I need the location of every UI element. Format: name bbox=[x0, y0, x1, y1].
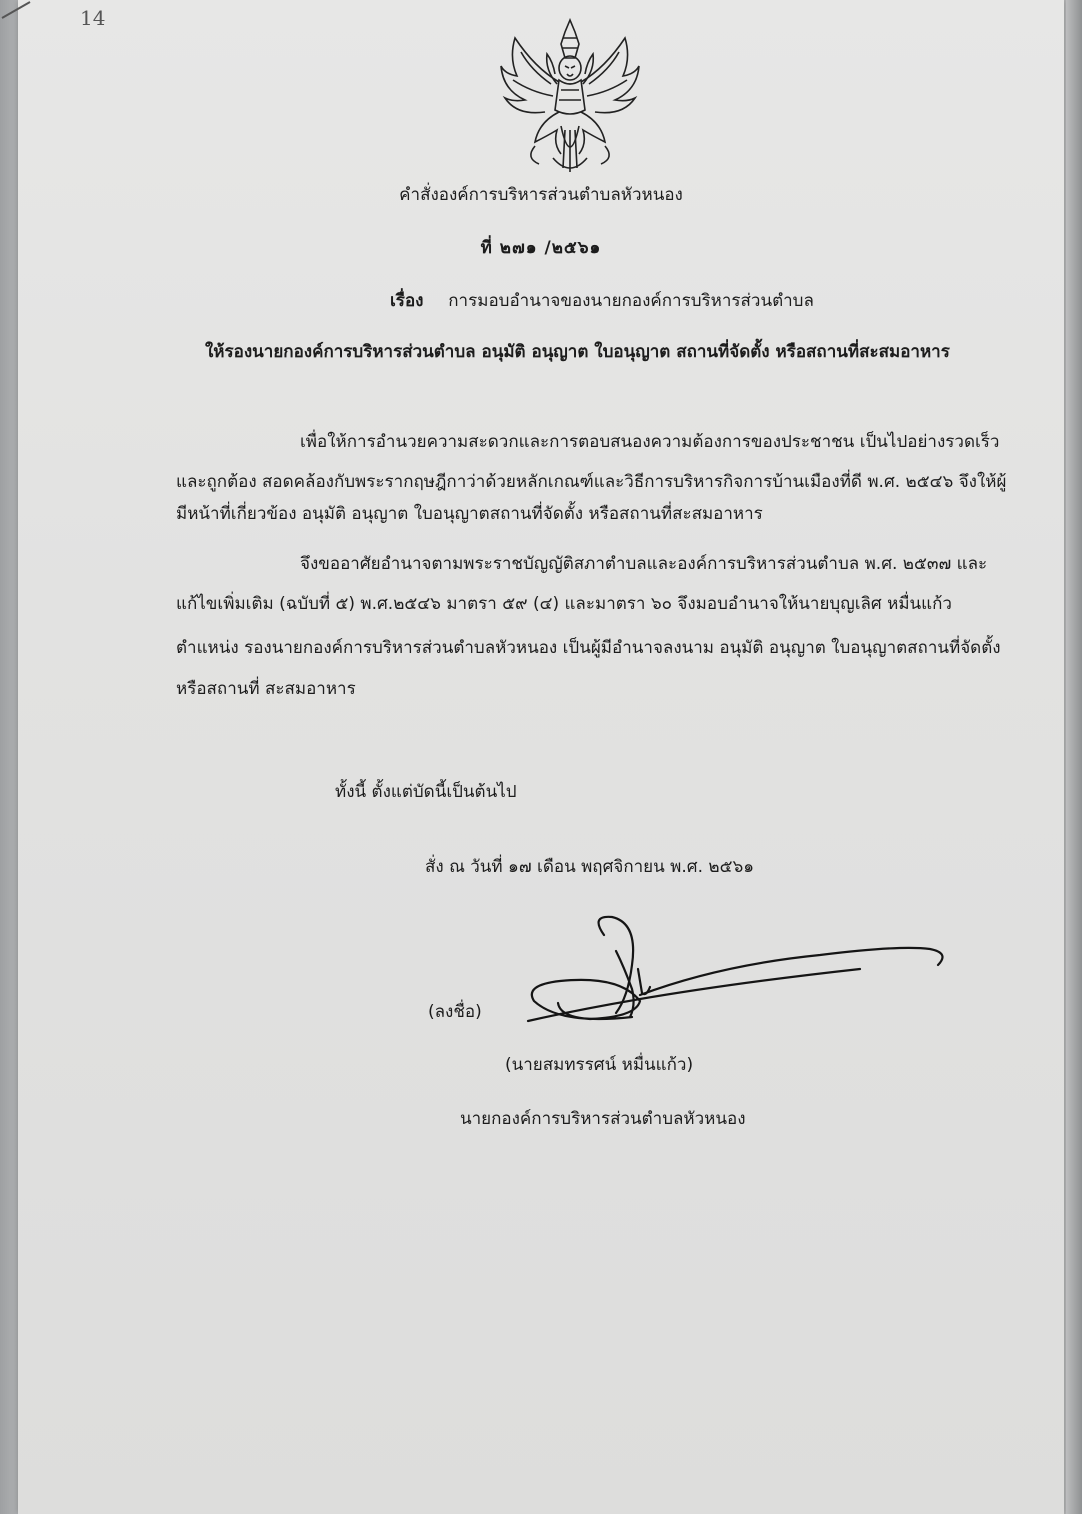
order-number: ที่ ๒๗๑ /๒๕๖๑ bbox=[480, 238, 602, 258]
paragraph2-line1: จึงขออาศัยอำนาจตามพระราชบัญญัติสภาตำบลและองค์การบริหารส่วนตำบล พ.ศ. ๒๕๓๗ และ bbox=[300, 554, 988, 574]
signature-icon bbox=[520, 905, 960, 1055]
page-number: 14 bbox=[80, 6, 106, 30]
paragraph1-line3: มีหน้าที่เกี่ยวข้อง อนุมัติ อนุญาต ใบอนุญาตสถานที่จัดตั้ง หรือสถานที่สะสมอาหาร bbox=[176, 504, 763, 524]
paragraph2-line3: ตำแหน่ง รองนายกองค์การบริหารส่วนตำบลหัวหนอง เป็นผู้มีอำนาจลงนาม อนุมัติ อนุญาต ใบอนุญาตสถานที่จัดตั้ง bbox=[176, 638, 1001, 658]
order-title: คำสั่งองค์การบริหารส่วนตำบลหัวหนอง bbox=[399, 185, 683, 205]
document-page bbox=[18, 0, 1064, 1514]
paragraph2-line4: หรือสถานที่ สะสมอาหาร bbox=[176, 679, 356, 699]
signed-label: (ลงชื่อ) bbox=[428, 1002, 482, 1022]
effective-statement: ทั้งนี้ ตั้งแต่บัดนี้เป็นต้นไป bbox=[335, 782, 517, 802]
subject-label: เรื่อง bbox=[390, 291, 424, 311]
paragraph2-line2: แก้ไขเพิ่มเติม (ฉบับที่ ๕) พ.ศ.๒๕๔๖ มาตรา ๕๙ (๔) และมาตรา ๖๐ จึงมอบอำนาจให้นายบุญเลิศ หมื่นแก้ว bbox=[176, 594, 952, 614]
signer-position: นายกองค์การบริหารส่วนตำบลหัวหนอง bbox=[460, 1109, 746, 1129]
signer-name: (นายสมทรรศน์ หมื่นแก้ว) bbox=[505, 1055, 694, 1075]
paragraph1-line2: และถูกต้อง สอดคล้องกับพระรากฤษฎีกาว่าด้วยหลักเกณฑ์และวิธีการบริหารกิจการบ้านเมืองที่ดี พ.ศ. ๒๕๔๖ จึงให้ผู้ bbox=[176, 472, 1007, 492]
pen-mark-icon bbox=[0, 0, 40, 20]
subject-line-2: ให้รองนายกองค์การบริหารส่วนตำบล อนุมัติ อนุญาต ใบอนุญาต สถานที่จัดตั้ง หรือสถานที่สะสมอาหาร bbox=[205, 342, 950, 362]
subject-text: การมอบอำนาจของนายกองค์การบริหารส่วนตำบล bbox=[448, 291, 814, 311]
garuda-emblem-icon bbox=[495, 18, 645, 178]
paragraph1-line1: เพื่อให้การอำนวยความสะดวกและการตอบสนองความต้องการของประชาชน เป็นไปอย่างรวดเร็ว bbox=[300, 432, 1000, 452]
subject-line bbox=[390, 289, 814, 313]
page-edge-shadow bbox=[1066, 0, 1082, 1514]
ordered-date: สั่ง ณ วันที่ ๑๗ เดือน พฤศจิกายน พ.ศ. ๒๕๖๑ bbox=[425, 857, 755, 877]
